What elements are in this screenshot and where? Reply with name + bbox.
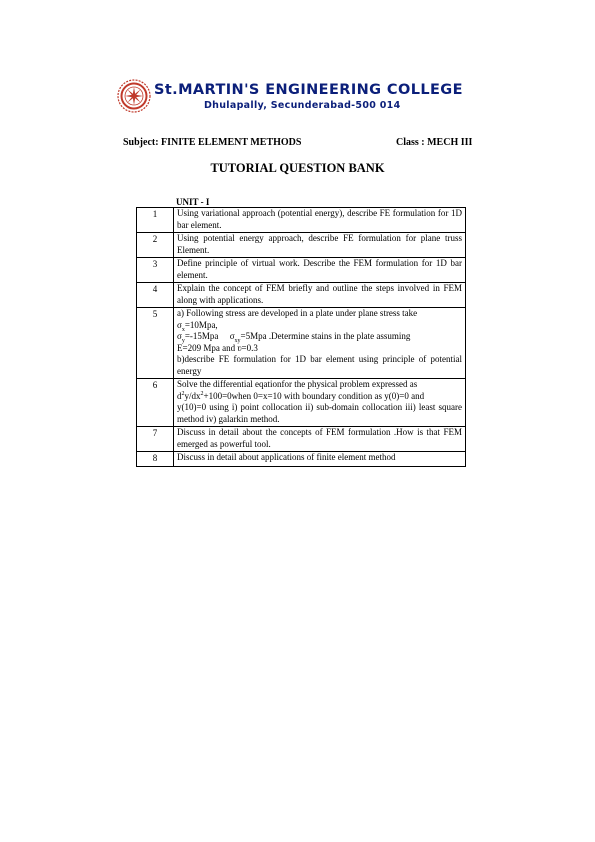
class-label: Class : MECH III [396,137,473,148]
table-row [137,208,466,233]
question-number: 7 [137,427,174,452]
question-number: 1 [137,208,174,233]
unit-label: UNIT - I [176,197,210,207]
question-number: 5 [137,308,174,379]
question-number: 4 [137,283,174,308]
question-table [136,207,466,467]
document-title: TUTORIAL QUESTION BANK [210,161,385,175]
equation-part-b: +100=0when 0=x=10 with boundary condition as y(0)=0 and [203,390,425,401]
stress-xy-value: =5Mpa .Determine stains in the plate assuming [240,331,411,341]
question-text: Explain the concept of FEM briefly and outline the steps involved in FEM along with applications. [174,283,466,308]
table-row [137,308,466,379]
college-seal-icon [117,79,151,113]
stress-y-xy: $\sigma_y=-15Mpa$ $\sigma_{xy}=5Mpa$ .Determine stains in the plate assuming [177,331,411,344]
question-text: Discuss in detail about applications of finite element method [174,452,466,467]
college-name: St.MARTIN'S ENGINEERING COLLEGE [154,82,463,98]
question-number: 6 [137,379,174,427]
question-text: Using potential energy approach, describe FE formulation for plane truss Element. [174,233,466,258]
stress-x-value: =10Mpa, [184,319,218,330]
college-address: Dhulapally, Secunderabad-500 014 [204,100,401,111]
question-line: y(10)=0 using i) point collocation ii) sub-domain collocation iii) least square method iv) galarkin method. [177,402,462,424]
stress-x: $\sigma_x=10Mpa$, [177,319,218,333]
table-row [137,233,466,258]
question-text [174,379,466,427]
table-row [137,258,466,283]
question-text: Discuss in detail about the concepts of FEM formulation .How is that FEM emerged as powerful tool. [174,427,466,452]
stress-y-value: =-15Mpa [184,331,219,341]
material-properties: E=209 Mpa and ʋ=0.3 [177,342,258,353]
question-line: Solve the differential eqationfor the physical problem expressed as [177,379,418,389]
question-intro: a) Following stress are developed in a plate under plane stress take [177,308,418,318]
question-text: Define principle of virtual work. Describe the FEM formulation for 1D bar element. [174,258,466,283]
subject-label: Subject: FINITE ELEMENT METHODS [123,137,302,148]
question-text [174,308,466,379]
question-number: 8 [137,452,174,467]
question-number: 2 [137,233,174,258]
table-row [137,427,466,452]
differential-equation: $d^2y/dx^2+100=0when$ 0=x=10 with boundary condition as y(0)=0 and [177,390,425,401]
question-number: 3 [137,258,174,283]
college-header [114,78,484,116]
table-row [137,283,466,308]
question-text: Using variational approach (potential energy), describe FE formulation for 1D bar element. [174,208,466,233]
equation-part-a: y/dx [184,390,201,401]
table-row [137,452,466,467]
table-row [137,379,466,427]
question-part-b: b)describe FE formulation for 1D bar element using principle of potential energy [177,354,462,376]
